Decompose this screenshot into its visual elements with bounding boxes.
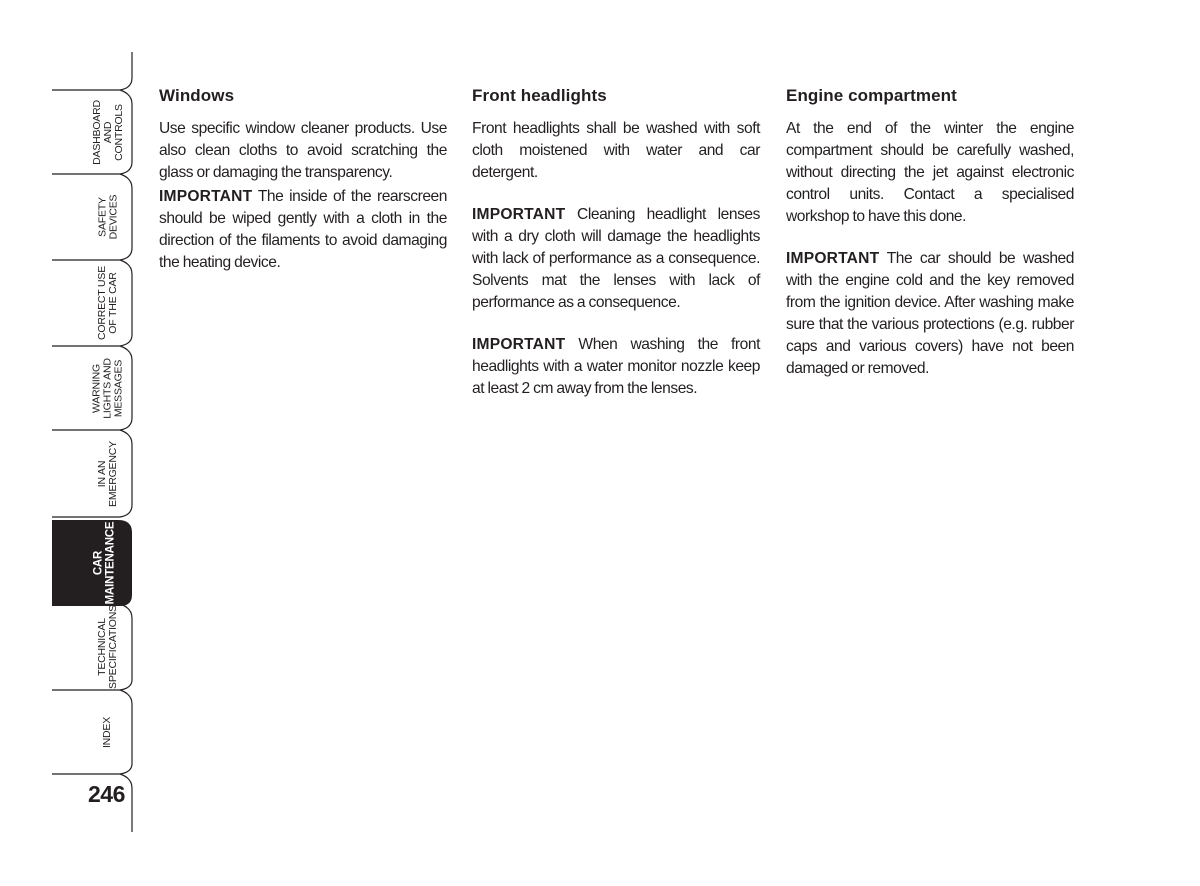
- section-engine-compartment: [786, 86, 1074, 380]
- tab-label: WARNING LIGHTS AND MESSAGES: [90, 357, 125, 419]
- paragraph-text: When washing the front headlights with a water monitor nozzle keep at least 2 cm away from the lenses.: [472, 336, 760, 397]
- tab-index[interactable]: [58, 690, 158, 774]
- tab-label: SAFETY DEVICES: [95, 194, 119, 240]
- tab-car-maintenance[interactable]: [54, 520, 154, 606]
- tab-technical-specifications[interactable]: [58, 604, 158, 690]
- paragraph-text: The car should be washed with the engine cold and the key removed from the ignition device. After washing make sure that the various protections (e.g. rubber caps and various covers) have not been damaged or removed.: [786, 250, 1074, 377]
- paragraph: Use specific window cleaner products. Use also clean cloths to avoid scratching the glass or damaging the transparency.: [159, 120, 447, 181]
- tab-warning-lights-and-messages[interactable]: [58, 346, 158, 430]
- important-label: IMPORTANT: [472, 336, 566, 353]
- section-windows: [159, 86, 447, 274]
- important-paragraph: [786, 248, 1074, 380]
- tab-safety-devices[interactable]: [58, 174, 158, 260]
- section-heading: Front headlights: [472, 86, 607, 105]
- page-number: 246: [88, 781, 125, 807]
- paragraph-text: Cleaning headlight lenses with a dry cloth will damage the headlights with lack of performance as a consequence. Solvents mat the lenses with lack of performance as a consequence.: [472, 206, 760, 311]
- tab-correct-use-of-the-car[interactable]: [58, 260, 158, 346]
- important-paragraph: [159, 186, 447, 274]
- tab-label-active: CAR MAINTENANCE: [92, 521, 116, 605]
- paragraph: At the end of the winter the engine compartment should be carefully washed, without directing the jet against electronic control units. Contact a specialised workshop to have this done.: [786, 120, 1074, 225]
- important-paragraph: [472, 334, 760, 400]
- section-heading: Engine compartment: [786, 86, 957, 105]
- important-label: IMPORTANT: [472, 206, 566, 223]
- tab-in-an-emergency[interactable]: [58, 430, 158, 517]
- paragraph: Front headlights shall be washed with soft cloth moistened with water and car detergent.: [472, 120, 760, 181]
- important-label: IMPORTANT: [786, 250, 880, 267]
- chapter-sidebar: [0, 0, 140, 886]
- section-front-headlights: [472, 86, 760, 400]
- tab-label: CORRECT USE OF THE CAR: [95, 265, 119, 341]
- important-paragraph: [472, 204, 760, 314]
- tab-label: IN AN EMERGENCY: [95, 440, 119, 507]
- tab-label: TECHNICAL SPECIFICATIONS: [96, 605, 119, 689]
- tab-label: INDEX: [101, 716, 114, 748]
- section-heading: Windows: [159, 86, 235, 105]
- tab-label: DASHBOARD AND CONTROLS: [90, 99, 125, 165]
- tab-dashboard-and-controls[interactable]: [58, 90, 158, 174]
- important-label: IMPORTANT: [159, 188, 253, 205]
- paragraph-text: The inside of the rearscreen should be wiped gently with a cloth in the direction of the filaments to avoid damaging the heating device.: [159, 188, 447, 271]
